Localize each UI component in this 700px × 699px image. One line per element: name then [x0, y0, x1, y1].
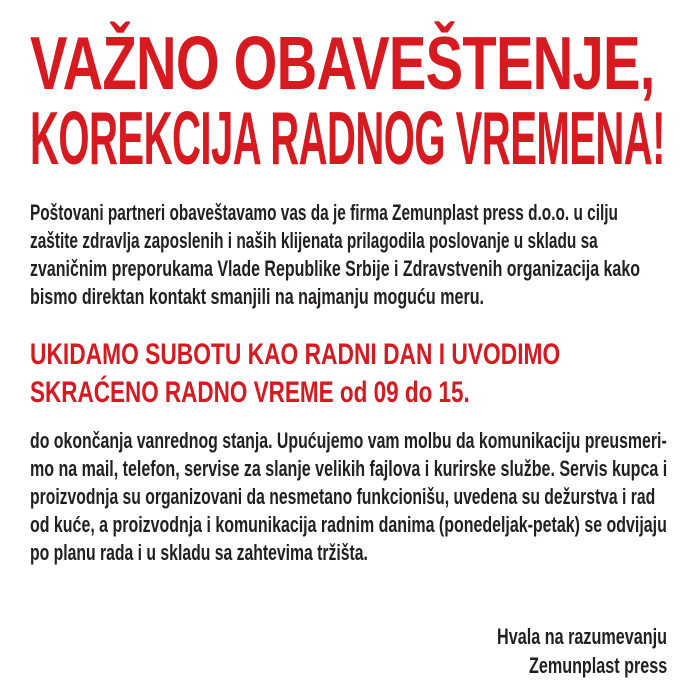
intro-line: Poštovani partneri obaveštavamo vas da je firma Zemunplast press d.o.o. u cilju — [30, 200, 618, 225]
intro-line: zvaničnim preporukama Vlade Republike Srbije i Zdravstvenih organizacija kako — [30, 256, 640, 281]
intro-line: zaštite zdravlja zaposlenih i naših klijenata prilagodila poslovanje u skladu sa — [30, 228, 598, 253]
details-line: od kuće, a proizvodnja i komunikacija radnim danima (ponedeljak-petak) se odvijaju — [30, 512, 667, 537]
details-line: po planu rada i u skladu sa zahtevima tržišta. — [30, 540, 368, 565]
title-line-1: VAŽNO OBAVEŠTENJE, — [30, 21, 655, 105]
highlight-line: SKRAĆENO RADNO VREME od 09 do 15. — [30, 376, 470, 409]
signature-company: Zemunplast press — [529, 653, 668, 678]
details-line: do okončanja vanrednog stanja. Upućujemo vam molbu da komunikaciju preusmeri- — [30, 428, 667, 453]
title-line-2: KOREKCIJA RADNOG VREMENA! — [30, 96, 665, 180]
details-line: mo na mail, telefon, servise za slanje velikih fajlova i kurirske službe. Servis kupca i — [30, 456, 668, 481]
highlight-line: UKIDAMO SUBOTU KAO RADNI DAN I UVODIMO — [30, 338, 561, 371]
signature-thanks: Hvala na razumevanju — [497, 624, 668, 649]
details-line: proizvodnja su organizovani da nesmetano funkcionišu, uvedena su dežurstva i rad — [30, 484, 656, 509]
intro-line: bismo direktan kontakt smanjili na najmanju moguću meru. — [30, 284, 485, 309]
